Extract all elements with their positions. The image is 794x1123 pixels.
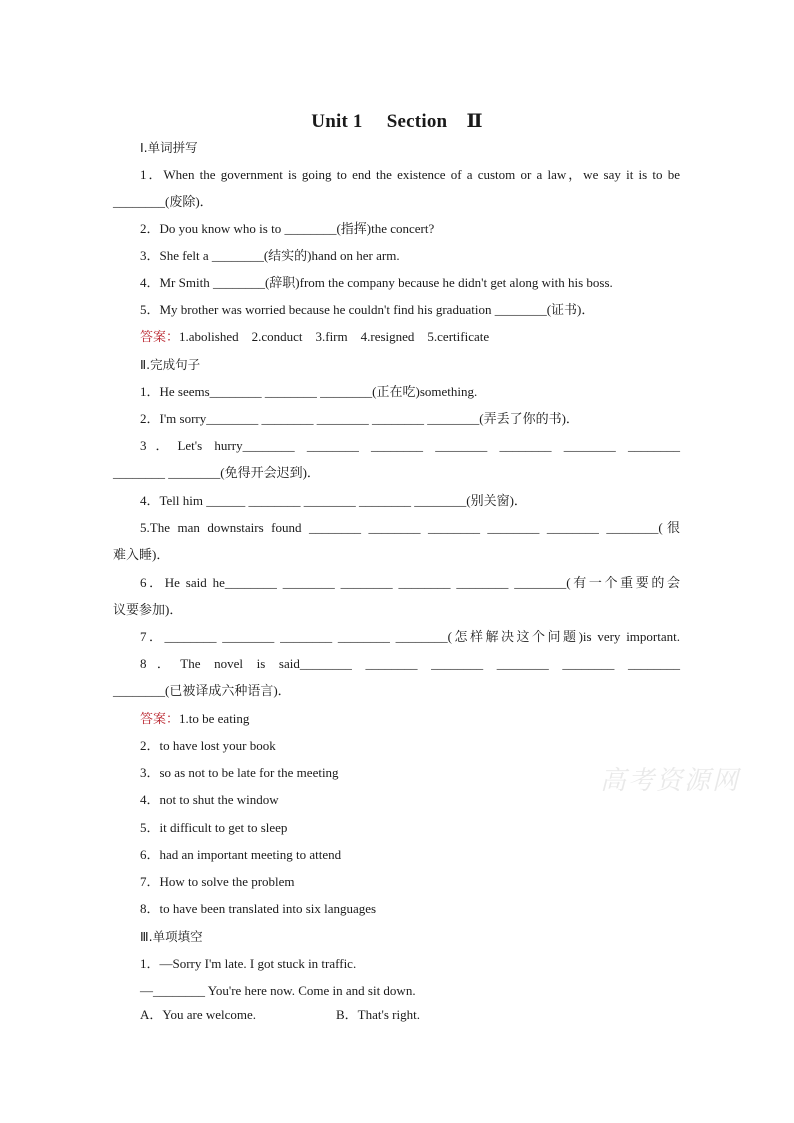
answer-line: 7．How to solve the problem xyxy=(140,874,295,889)
question-2-5-cont: 难入睡)． xyxy=(113,547,170,562)
question-1-3: 3．She felt a ________(结实的)hand on her arm. xyxy=(140,248,400,263)
question-3-1: 1．—Sorry I'm late. I got stuck in traffic. xyxy=(140,956,357,971)
question-2-3-cont: ________ ________(免得开会迟到)． xyxy=(113,465,320,480)
question-2-6: 6．He said he________ ________ ________ ________ ________ ________(有一个重要的会 xyxy=(140,575,680,590)
answer-label: 答案： xyxy=(140,711,180,726)
watermark: 高考资源网 xyxy=(600,766,741,796)
section-heading-3: Ⅲ.单项填空 xyxy=(140,929,203,944)
page-title: Unit 1 Section Ⅱ xyxy=(311,111,483,132)
question-2-5: 5.The man downstairs found ________ ________ ________ ________ ________ ________(很 xyxy=(140,520,680,535)
question-2-7: 7．________ ________ ________ ________ ________(怎样解决这个问题)is very important. xyxy=(140,629,680,644)
answer-line: 4．not to shut the window xyxy=(140,792,279,807)
answer-line: 6．had an important meeting to attend xyxy=(140,847,342,862)
answer-line: 8．to have been translated into six languages xyxy=(140,901,377,916)
question-1-1-cont: ________(废除)． xyxy=(113,194,213,209)
question-1-4: 4．Mr Smith ________(辞职)from the company because he didn't get along with his boss. xyxy=(140,275,613,290)
question-2-4: 4．Tell him ______ ________ ________ ________ ________(别关窗)． xyxy=(140,493,527,508)
question-2-8-cont: ________(已被译成六种语言)． xyxy=(113,683,291,698)
question-3-1-reply: —________ You're here now. Come in and sit down. xyxy=(140,983,416,998)
answer-line: 5．it difficult to get to sleep xyxy=(140,820,288,835)
section-heading-1: Ⅰ.单词拼写 xyxy=(140,140,198,155)
answer-line: 3．so as not to be late for the meeting xyxy=(140,765,339,780)
question-2-2: 2．I'm sorry________ ________ ________ ________ ________(弄丢了你的书)． xyxy=(140,411,579,426)
answer-block-2 xyxy=(140,710,680,728)
section-heading-2: Ⅱ.完成句子 xyxy=(140,357,201,372)
answer-label: 答案： xyxy=(140,329,180,344)
question-2-1: 1．He seems________ ________ ________(正在吃)something. xyxy=(140,384,478,399)
question-1-1: 1．When the government is going to end the existence of a custom or a law，we say it is to be xyxy=(140,167,680,182)
option-a: A．You are welcome. xyxy=(140,1007,257,1022)
question-2-6-cont: 议要参加)． xyxy=(113,602,183,617)
answer-text: 1.abolished 2.conduct 3.firm 4.resigned 5.certificate xyxy=(179,329,490,344)
option-b: B．That's right. xyxy=(336,1007,420,1022)
question-2-3: 3．Let's hurry________ ________ ________ ________ ________ ________ ________ xyxy=(140,438,680,453)
option-row xyxy=(140,1006,680,1024)
question-1-2: 2．Do you know who is to ________(指挥)the concert? xyxy=(140,221,435,236)
answer-text: 1.to be eating xyxy=(179,711,250,726)
question-1-5: 5．My brother was worried because he couldn't find his graduation ________(证书)． xyxy=(140,302,595,317)
answer-block-1 xyxy=(140,328,680,346)
answer-line: 2．to have lost your book xyxy=(140,738,276,753)
question-2-8: 8．The novel is said________ ________ ________ ________ ________ ________ xyxy=(140,656,680,671)
